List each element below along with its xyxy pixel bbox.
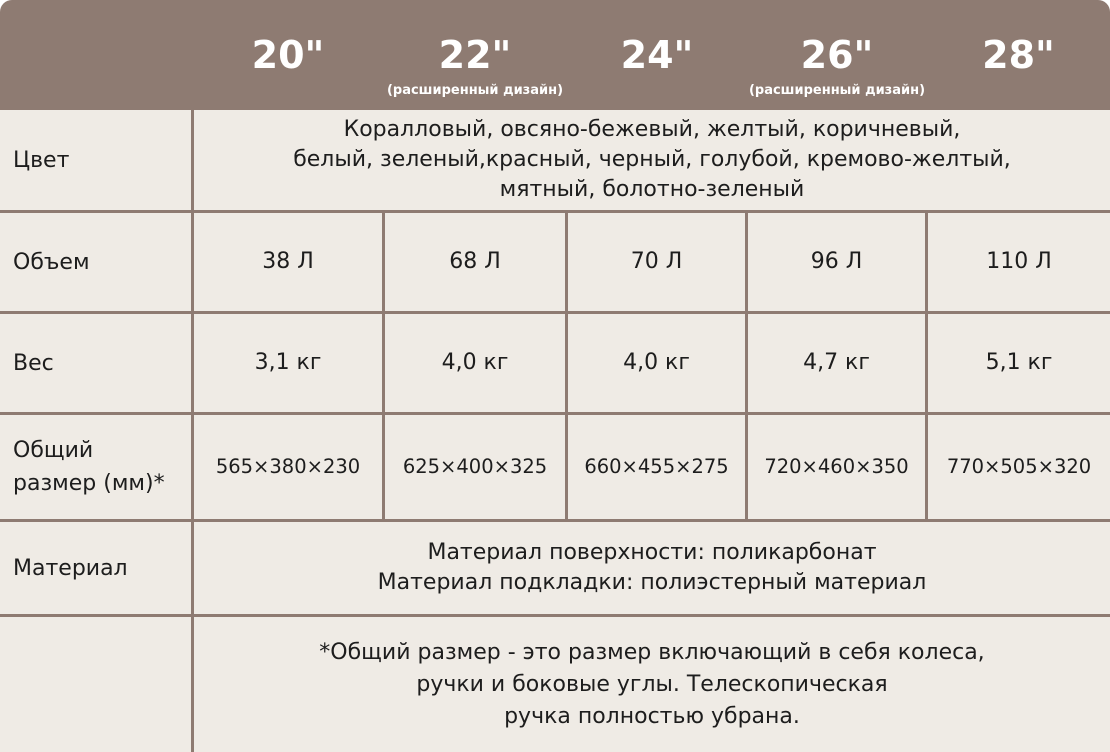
row-label-dimensions (13, 415, 191, 519)
color-list: Коралловый, овсяно-бежевый, желтый, коричневый, белый, зеленый,красный, черный, голубой, кремово-желтый, мятный, болотно-зеленый (293, 117, 1011, 202)
size-24-header (567, 0, 747, 110)
footnote (194, 617, 1110, 752)
footnote-text: *Общий размер - это размер включающий в себя колеса, ручки и боковые углы. Телескопическая ручка полностью убрана. (319, 639, 985, 729)
size-28-header (927, 0, 1110, 110)
size-26-header (747, 0, 927, 110)
material-text: Материал поверхности: поликарбонат Материал подкладки: полиэстерный материал (377, 540, 927, 595)
dimensions-cell: 625×400×325 (402, 455, 548, 478)
size-label: 28" (982, 33, 1055, 77)
size-22-header (383, 0, 567, 110)
weight-cell: 3,1 кг (254, 350, 322, 375)
weight-cell: 5,1 кг (985, 350, 1053, 375)
row-label-volume: Объем (13, 249, 90, 275)
dimensions-label-text: Общий размер (мм)* (13, 438, 165, 496)
size-note: (расширенный дизайн) (386, 83, 564, 98)
size-label: 26" (800, 33, 874, 77)
weight-cell: 4,7 кг (803, 350, 870, 375)
size-20-header (193, 0, 383, 110)
dimensions-cell: 720×460×350 (764, 455, 909, 478)
color-value (194, 110, 1110, 210)
size-label: 22" (438, 33, 512, 77)
dimensions-cell: 660×455×275 (584, 455, 729, 478)
volume-cell: 96 Л (810, 249, 863, 274)
size-label: 20" (251, 33, 325, 77)
dimensions-cell: 770×505×320 (946, 455, 1092, 478)
volume-cell: 38 Л (262, 249, 314, 274)
size-note: (расширенный дизайн) (748, 83, 926, 98)
dimensions-cell: 565×380×230 (215, 455, 361, 478)
volume-cell: 70 Л (630, 249, 683, 274)
volume-cell: 110 Л (986, 249, 1052, 274)
weight-cell: 4,0 кг (623, 350, 690, 375)
weight-cell: 4,0 кг (441, 350, 509, 375)
size-label: 24" (620, 33, 694, 77)
row-label-color: Цвет (13, 147, 70, 173)
volume-cell: 68 Л (449, 249, 501, 274)
row-label-material: Материал (13, 555, 128, 581)
row-label-weight: Вес (13, 350, 54, 376)
material-value (194, 522, 1110, 614)
